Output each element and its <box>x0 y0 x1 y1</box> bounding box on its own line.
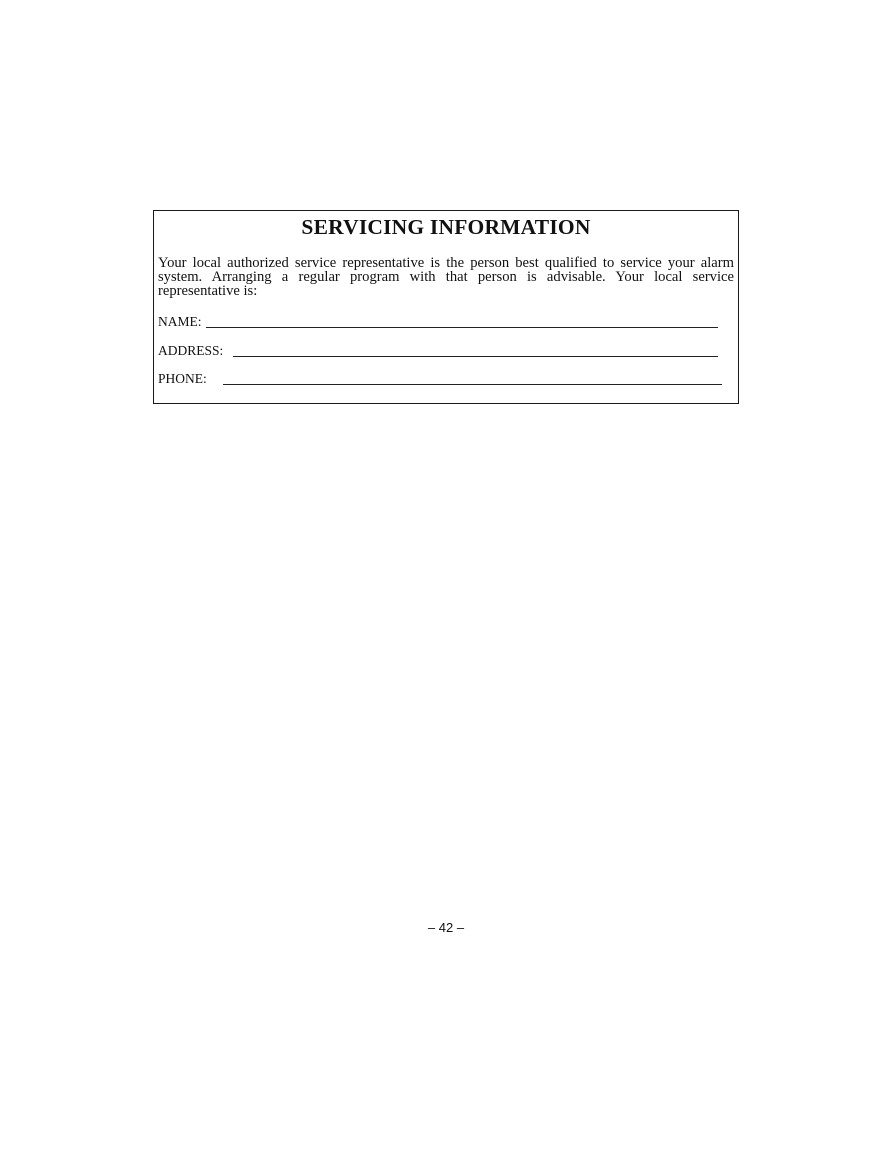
page-number: – 42 – <box>427 920 465 935</box>
phone-field[interactable] <box>158 371 207 387</box>
name-field[interactable] <box>158 314 202 330</box>
phone-blank-line[interactable] <box>223 384 722 385</box>
phone-label: PHONE: <box>158 371 207 386</box>
address-field[interactable] <box>158 343 223 359</box>
address-label: ADDRESS: <box>158 343 224 358</box>
section-title: SERVICING INFORMATION <box>301 215 591 239</box>
servicing-info-box <box>153 210 739 404</box>
address-blank-line[interactable] <box>233 356 718 357</box>
name-blank-line[interactable] <box>206 327 718 328</box>
intro-paragraph: Your local authorized service representative is the person best qualified to service your alarm system. Arranging a regular program with that person is advisable. Your local service representative is: <box>158 255 734 299</box>
name-label: NAME: <box>158 314 202 329</box>
